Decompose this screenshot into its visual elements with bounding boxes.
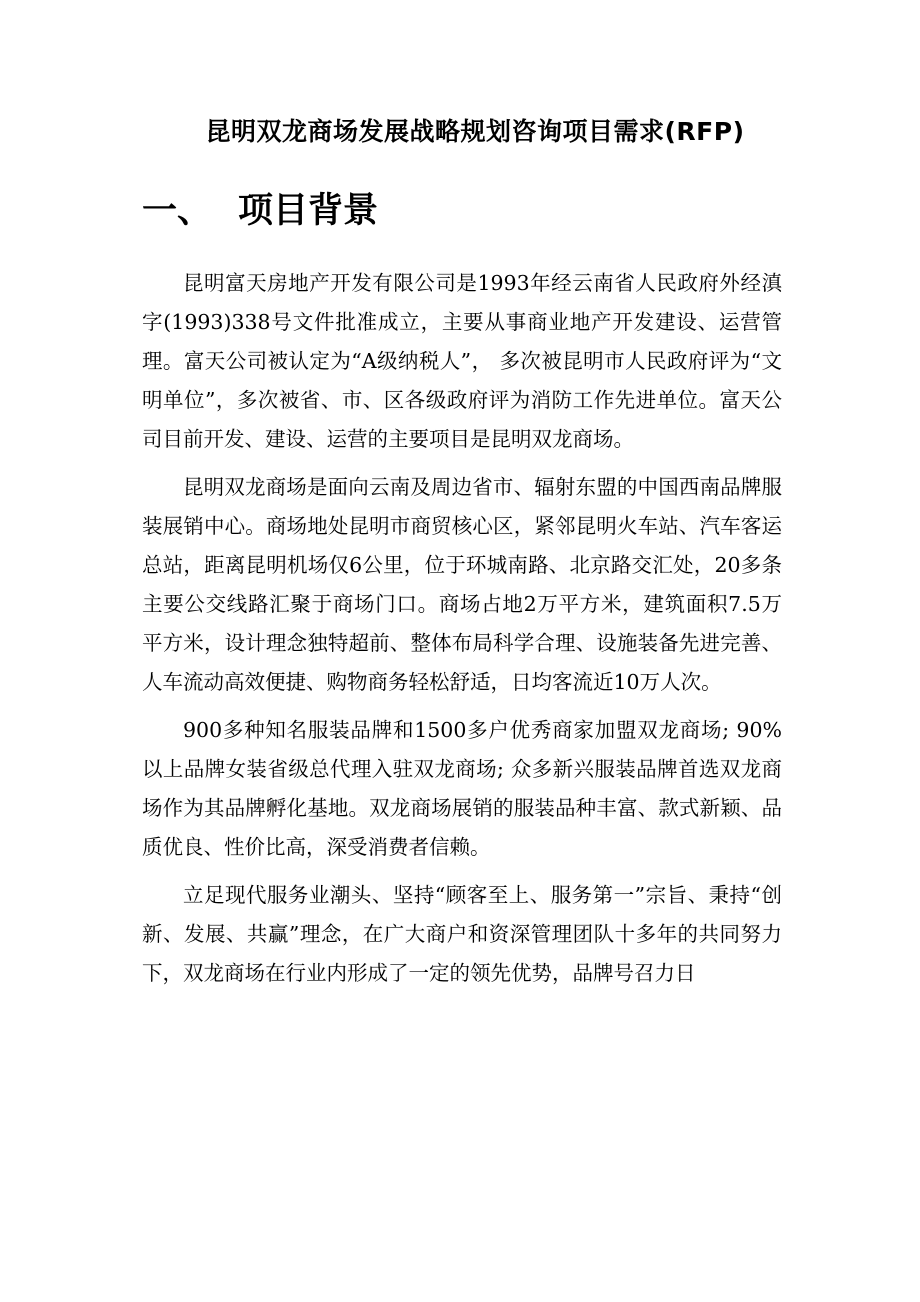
paragraph-philosophy: 立足现代服务业潮头、坚持“顾客至上、服务第一”宗旨、秉持“创新、发展、共赢”理念，在广大商户和资深管理团队十多年的共同努力下，双龙商场在行业内形成了一定的领先优势，品牌号召力日 xyxy=(142,883,782,985)
section-title: 项目背景 xyxy=(238,191,379,231)
section-number: 一、 xyxy=(142,191,213,231)
paragraph-company-background: 昆明富天房地产开发有限公司是1993年经云南省人民政府外经滇字(1993)338号文件批准成立，主要从事商业地产开发建设、运营管理。富天公司被认定为“A级纳税人”， 多次被昆明市人民政府评为“文明单位”，多次被省、市、区各级政府评为消防工作先进单位。富天公司目前开发、建设、运营的主要项目是昆明双龙商场。 xyxy=(142,271,782,451)
paragraph-brands: 900多种知名服装品牌和1500多户优秀商家加盟双龙商场; 90%以上品牌女装省级总代理入驻双龙商场; 众多新兴服装品牌首选双龙商场作为其品牌孵化基地。双龙商场展销的服装品种丰富、款式新颖、品质优良、性价比高，深受消费者信赖。 xyxy=(142,718,782,859)
document-title: 昆明双龙商场发展战略规划咨询项目需求(RFP) xyxy=(205,117,745,146)
body-text xyxy=(142,264,782,1002)
section-heading xyxy=(142,186,378,236)
paragraph-mall-location: 昆明双龙商场是面向云南及周边省市、辐射东盟的中国西南品牌服装展销中心。商场地处昆明市商贸核心区，紧邻昆明火车站、汽车客运总站，距离昆明机场仅6公里，位于环城南路、北京路交汇处，20多条主要公交线路汇聚于商场门口。商场占地2万平方米，建筑面积7.5万平方米，设计理念独特超前、整体布局科学合理、设施装备先进完善、人车流动高效便捷、购物商务轻松舒适，日均客流近10万人次。 xyxy=(142,475,782,694)
